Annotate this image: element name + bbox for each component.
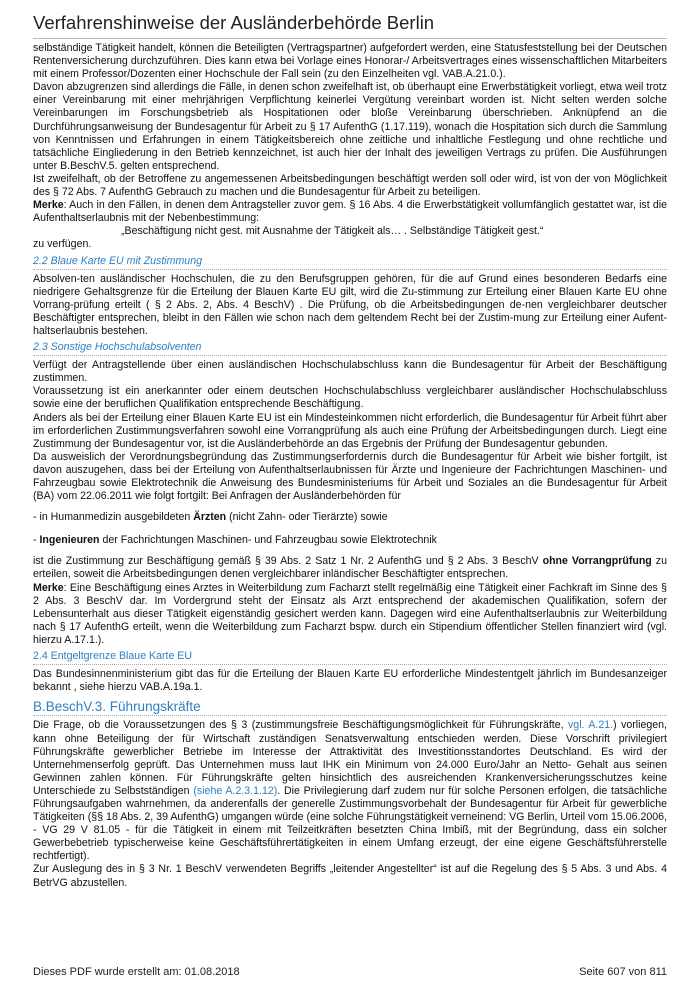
list-item — [33, 511, 667, 524]
paragraph: Voraussetzung ist ein anerkannter oder einem deutschen Hochschulabschluss vergleichbarer ausländischer Hochschulabschluss sowie eine der beruflichen Qualifikation entsprechende Beschäftigung. — [33, 385, 667, 411]
paragraph: Verfügt der Antragstellende über einen ausländischen Hochschulabschluss kann die Bundesagentur für Arbeit der Beschäftigung zustimmen. — [33, 359, 667, 385]
paragraph-text: ) vorliegen, kann ohne Beteiligung der für Wirtschaft zuständigen Senatsverwaltung entschieden werden. Diese Vorschrift privilegiert Führungskräfte gewerblicher Betriebe im Interesse der Attraktivität des Investitionsstandortes Deutschland. Es wird der Unternehmenserfolg geprüft. Das Unternehmen muss laut IHK ein Minimum von 24.000 Euro/Jahr an Netto- Gehalt aus seinen Gewinnen zahlen können. Für Führungskräfte gelten hinsichtlich des ausreichenden Krankenversicherungsschutzes keine Unterschiede zu Selbstständigen — [33, 719, 667, 797]
paragraph — [33, 199, 667, 225]
section-heading-2-3: 2.3 Sonstige Hochschulabsolventen — [33, 341, 667, 356]
paragraph — [33, 719, 667, 863]
section-heading-2-2: 2.2 Blaue Karte EU mit Zustimmung — [33, 255, 667, 270]
paragraph: Das Bundesinnenministerium gibt das für die Erteilung der Blauen Karte EU erforderliche Mindestentgelt jährlich im Bundesanzeiger bekannt , siehe hierzu VAB.A.19a.1. — [33, 668, 667, 694]
footer-page-number: Seite 607 von 811 — [579, 966, 667, 978]
paragraph-text: zu erteilen, soweit die Arbeitsbedingungen denen vergleichbarer inländischer Beschäftigter entsprechen. — [33, 555, 667, 581]
list-item-bold: Ingenieuren — [39, 534, 100, 547]
paragraph: Davon abzugrenzen sind allerdings die Fälle, in denen schon zweifelhaft ist, ob überhaupt eine Erwerbstätigkeit vorliegt, etwa weil trotz einer Vereinbarung mit einer mehrjährigen Verpflichtung keinerlei Vergütung vereinbart worden ist. Nicht selten werden solche Vereinbarungen im Forschungsbetrieb als Hospitationen oder bloße Vereinbarung überschrieben. Anknüpfend an die Durchführungsanweisung der Bundesagentur für Arbeit zu § 17 AufenthG (1.17.119), wonach die Hospitation sich durch die Sammlung von Kenntnissen und Erfahrungen in einem Tätigkeitsbereich ohne zeitliche und inhaltliche Festlegung und ohne rechtliche und tatsächliche Eingliederung in den Betrieb kennzeichnet, ist auch hier der Inhalt des jeweiligen Vertrags zu prüfen. Die Ausführungen unter B.BeschV.5. gelten entsprechend. — [33, 81, 667, 172]
paragraph — [33, 582, 667, 647]
merke-text: : Eine Beschäftigung eines Arztes in Weiterbildung zum Facharzt stellt regelmäßig eine Tätigkeit einer Fachkraft im Sinne des § 2 Abs. 3 BeschV dar. Im Vordergrund steht der Einsatz als Arzt entsprechend der akademischen Qualifikation, sofern der Lebensunterhalt aus dieser Tätigkeit eigenständig gesichert werden kann. Dagegen wird eine Aufenthaltserlaubnis zur Weiterbildung nach § 17 AufenthG erteilt, wenn die Weiterbildung zum Facharzt bspw. durch ein Stipendium öffentlicher Stellen finanziert wird (vgl. hierzu A.17.1.). — [33, 581, 667, 646]
paragraph-text: Die Frage, ob die Voraussetzungen des § 3 (zustimmungsfreie Beschäftigungsmöglichkeit für Führungskräfte, — [33, 719, 568, 732]
list-item — [33, 534, 667, 547]
list-item-text: der Fachrichtungen Maschinen- und Fahrzeugbau sowie Elektrotechnik — [99, 534, 437, 547]
paragraph: Absolven-ten ausländischer Hochschulen, die zu den Berufsgruppen gehören, für die auf Grund eines besonderen Bedarfs eine niedrigere Gehaltsgrenze für die Erteilung der Blauen Karte EU gilt, wird die Zu-stimmung zur Erteilung einer Blauen Karte EU ohne Vorrang-prüfung erteilt ( § 2 Abs. 2, Abs. 4 BeschV) . Die Prüfung, ob die Arbeitsbedingungen de-nen vergleichbarer deutscher Beschäftigter entsprechen, bleibt in den Fällen wie schon nach dem geltendem Recht bei der Zustim-mung zur Erteilung einer Aufent-haltserlaubnis bestehen. — [33, 272, 667, 337]
paragraph — [33, 555, 667, 581]
list-item-text: - in Humanmedizin ausgebildeten — [33, 511, 194, 524]
paragraph-text: . Die Privilegierung darf zudem nur für solche Personen erfolgen, die tatsächliche Führungsaufgaben wahrnehmen, da anderenfalls der generelle Zustimmungsvorbehalt der Bundesagentur für Arbeit für gewerbliche Tätigkeiten (§§ 18 Abs. 2, 39 AufenthG) umgangen würde (eine solche Führungstätigkeit verneinend: VG Berlin, Urteil vom 15.06.2006, - VG 29 V 81.05 - für die Tätigkeit in einem mit Teilzeitkräften besetzten China Imbiß, mit der Begründung, dass ein solcher Gewerbebetrieb typischerweise keine Geschäftsführertätigkeiten in einem Umfang erzeugt, der eine eigene Geschäftsführerstelle rechtfertigt). — [33, 784, 667, 863]
chapter-heading-fuehrungskraefte: B.BeschV.3. Führungskräfte — [33, 700, 667, 716]
paragraph-bold: ohne Vorrangprüfung — [542, 555, 652, 568]
list-item-text: (nicht Zahn- oder Tierärzte) sowie — [226, 511, 388, 524]
list-item-bold: Ärzten — [193, 511, 227, 524]
paragraph-text: ist die Zustimmung zur Beschäftigung gemäß § 39 Abs. 2 Satz 1 Nr. 2 AufenthG und § 2 Abs. 3 BeschV — [33, 555, 543, 568]
cross-reference-link[interactable]: (siehe A.2.3.1.12) — [193, 784, 278, 797]
paragraph: Da ausweislich der Verordnungsbegründung das Zustimmungserfordernis durch die Bundesagentur für Arbeit wie bisher fortgilt, ist davon auszugehen, dass bei der Erteilung von Aufenthaltserlaubnissen für Ärzte und Ingenieure der Fachrichtungen Maschinen- und Fahrzeugbau sowie Elektrotechnik die Anweisung des Bundesministeriums für Arbeit und Soziales an die Bundesagentur für Arbeit (BA) vom 22.06.2011 wie folgt fortgilt: Bei Anfragen der Ausländerbehörden für — [33, 450, 667, 503]
paragraph: Zur Auslegung des in § 3 Nr. 1 BeschV verwendeten Begriffs „leitender Angestellter“ ist auf die Regelung des § 5 Abs. 3 und Abs. 4 BetrVG abzustellen. — [33, 863, 667, 889]
section-heading-2-4: 2.4 Entgeltgrenze Blaue Karte EU — [33, 650, 667, 665]
paragraph: Ist zweifelhaft, ob der Betroffene zu angemessenen Arbeitsbedingungen beschäftigt werden soll oder wird, ist von der von Möglichkeit des § 72 Abs. 7 AufenthG Gebrauch zu machen und die Bundesagentur für Arbeit zu beteiligen. — [33, 172, 667, 199]
cross-reference-link[interactable]: vgl. A.21. — [568, 719, 614, 732]
footer-created-date: Dieses PDF wurde erstellt am: 01.08.2018 — [33, 966, 240, 978]
document-body — [33, 42, 667, 890]
paragraph: Anders als bei der Erteilung einer Blauen Karte EU ist ein Mindesteinkommen nicht erforderlich, die Bundesagentur für Arbeit führt aber im erforderlichen Zustimmungsverfahren sowohl eine Vorrangprüfung als auch eine Prüfung der Arbeitsbedingungen durch. Liegt eine Zustimmung der Bundesagentur vor, ist die Ausländerbehörde an das Ergebnis der Prüfung der Bundesagentur gebunden. — [33, 411, 667, 450]
quoted-condition: „Beschäftigung nicht gest. mit Ausnahme der Tätigkeit als… . Selbständige Tätigkeit gest.“ — [121, 225, 544, 238]
document-title: Verfahrenshinweise der Ausländerbehörde Berlin — [33, 12, 435, 33]
list-item-text: - — [33, 534, 40, 547]
merke-label: Merke — [33, 581, 64, 594]
paragraph: zu verfügen. — [33, 238, 92, 251]
merke-text: : Auch in den Fällen, in denen dem Antragsteller zuvor gem. § 16 Abs. 4 die Erwerbstätigkeit vollumfänglich gestattet war, ist die Aufenthaltserlaubnis mit der Nebenbestimmung: — [33, 199, 667, 225]
title-divider — [33, 38, 667, 39]
paragraph: selbständige Tätigkeit handelt, können die Beteiligten (Vertragspartner) aufgefordert werden, eine Statusfeststellung bei der Deutschen Rentenversicherung durchzuführen. Dies kann etwa bei Vorlage eines Honorar-/ Arbeitsvertrages eines wissenschaftlichen Mitarbeiters mit einem Professor/Dozenten einer Hochschule der Fall sein (zu den Einzelheiten vgl. VAB.A.21.0.). — [33, 42, 667, 81]
merke-label: Merke — [33, 199, 64, 212]
